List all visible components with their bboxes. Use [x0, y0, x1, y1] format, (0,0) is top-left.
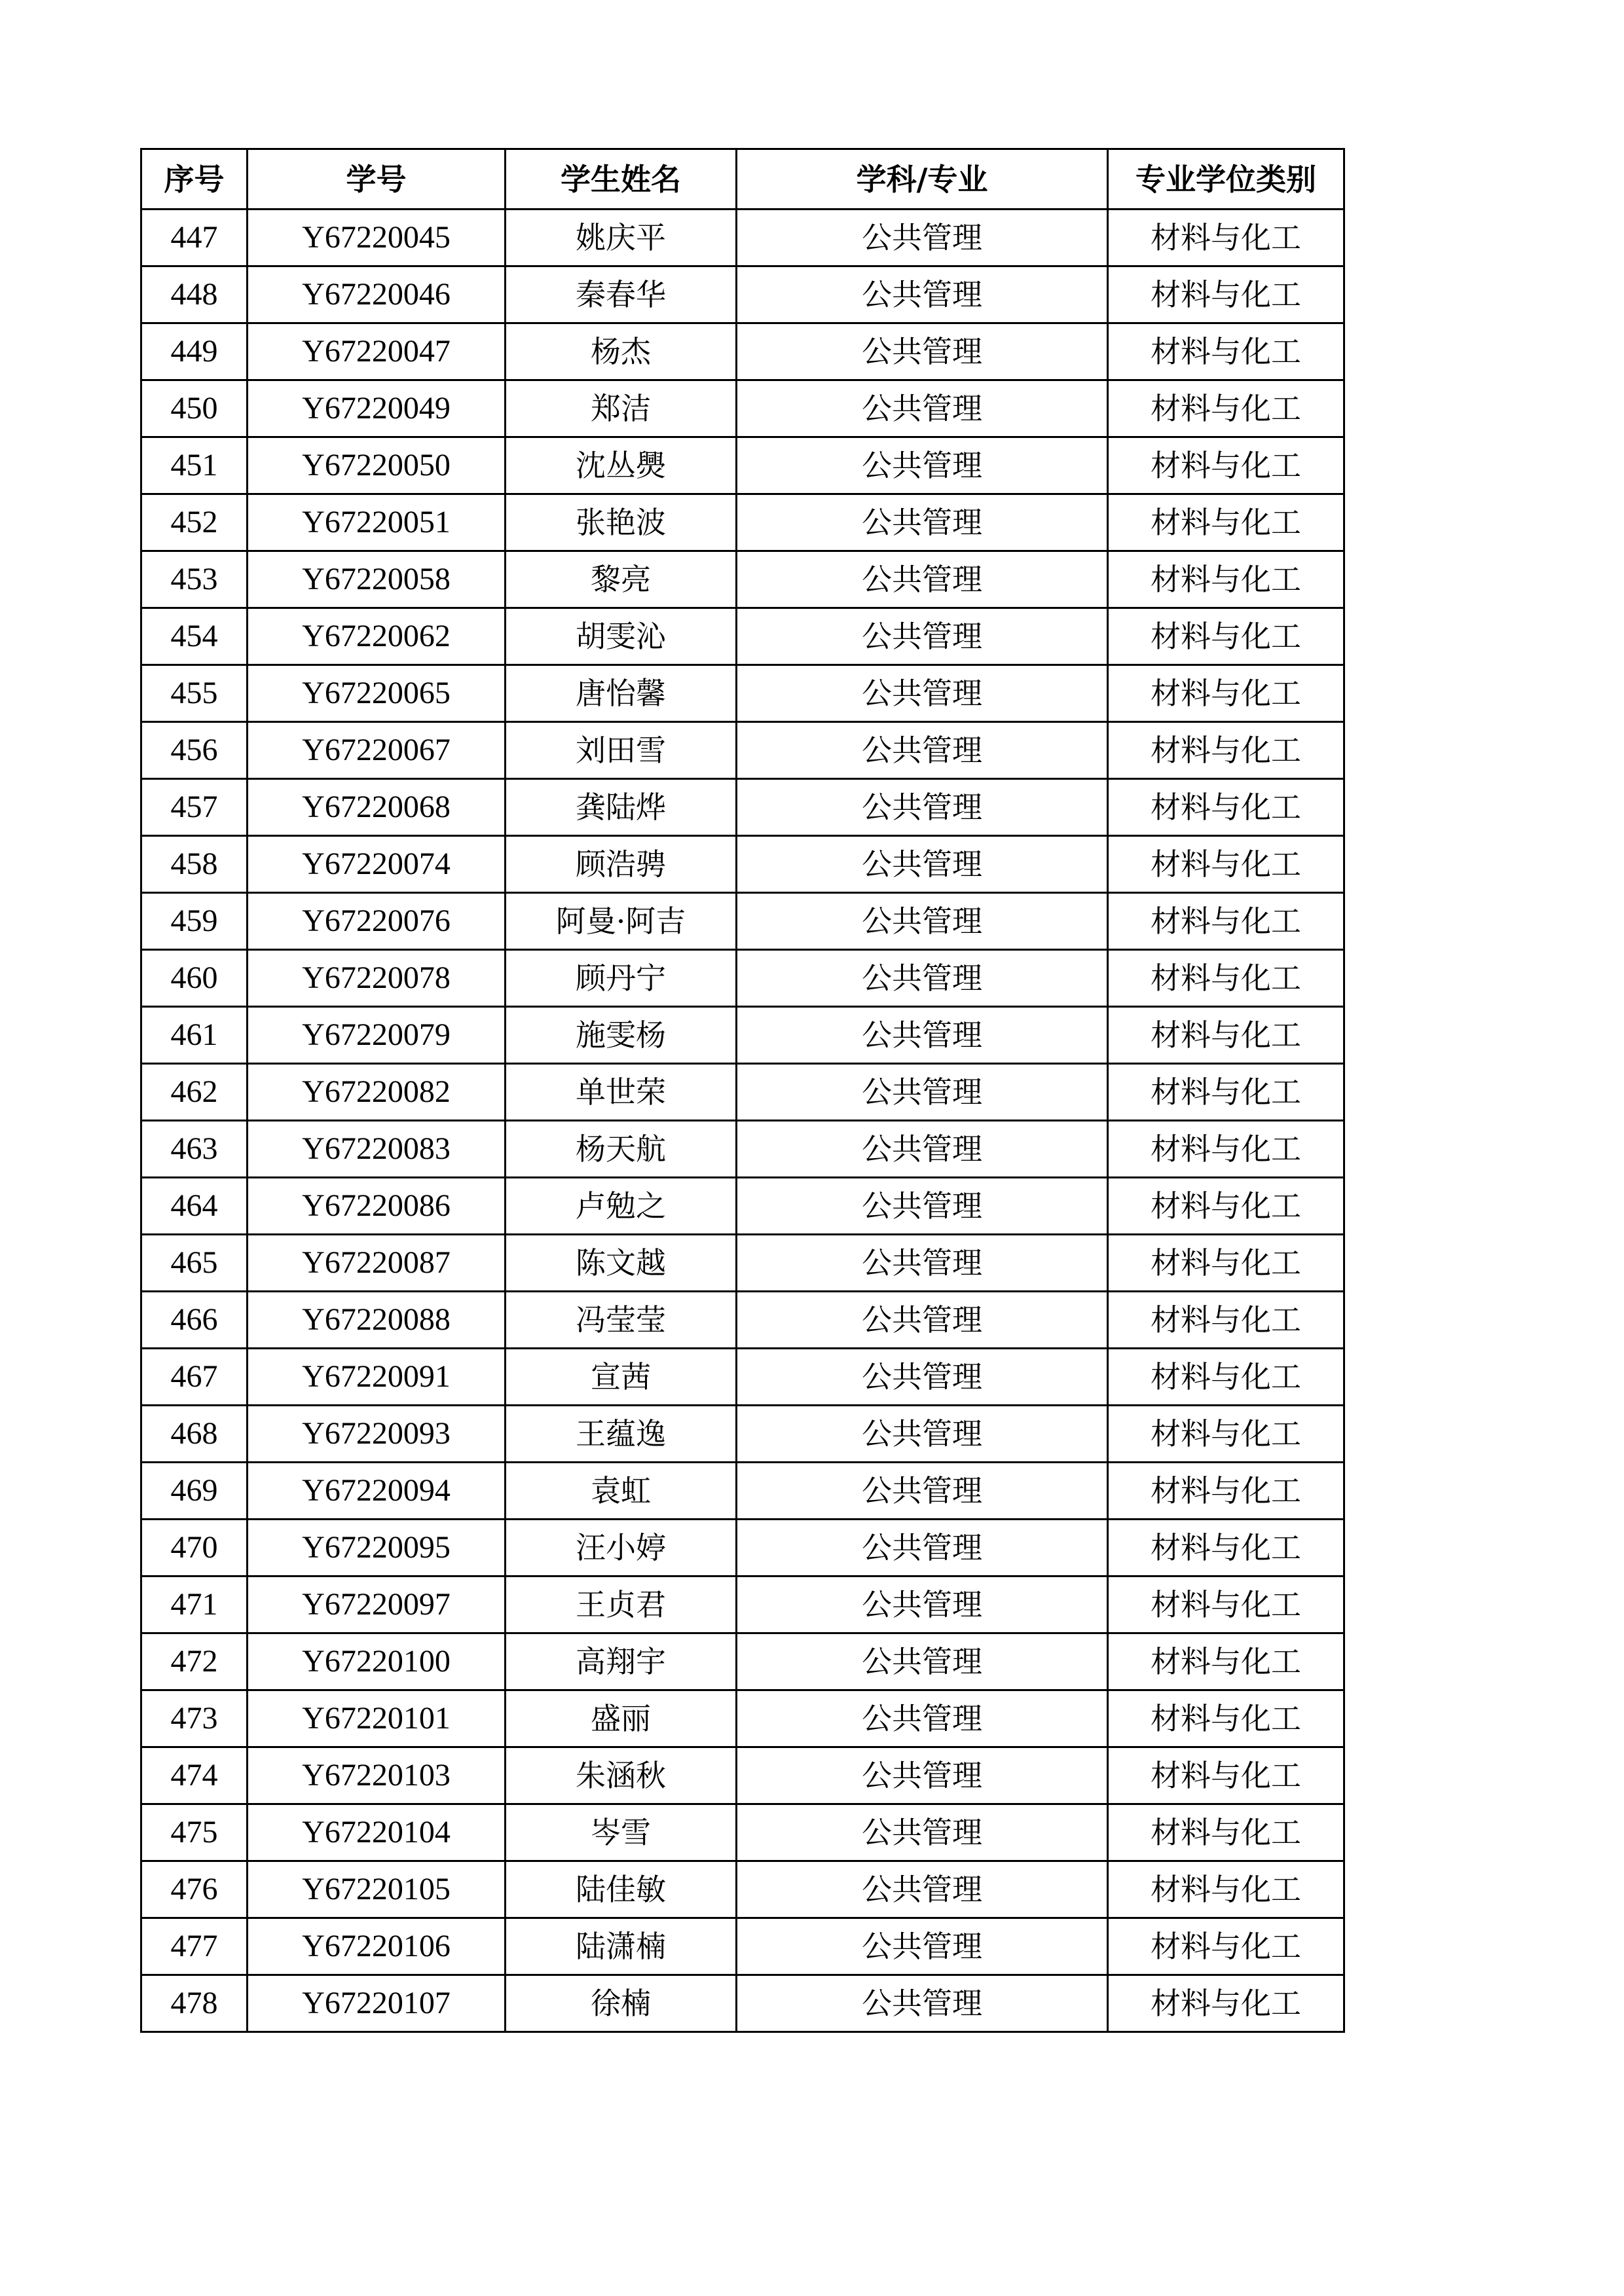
serial-number-cell: 476 [141, 1861, 248, 1918]
student-id-cell: Y67220093 [248, 1406, 506, 1463]
student-name-cell: 盛丽 [506, 1690, 737, 1747]
student-id-cell: Y67220046 [248, 266, 506, 323]
degree-category-cell: 材料与化工 [1108, 266, 1344, 323]
discipline-major-cell: 公共管理 [737, 1633, 1108, 1690]
discipline-major-cell: 公共管理 [737, 323, 1108, 380]
table-row [141, 1235, 1344, 1292]
discipline-major-cell: 公共管理 [737, 1178, 1108, 1235]
student-id-cell: Y67220065 [248, 665, 506, 722]
student-name-cell: 姚庆平 [506, 210, 737, 266]
serial-number-cell: 467 [141, 1349, 248, 1406]
student-id-cell: Y67220078 [248, 950, 506, 1007]
serial-number-cell: 462 [141, 1064, 248, 1121]
discipline-major-cell: 公共管理 [737, 1576, 1108, 1633]
student-name-cell: 沈丛爂 [506, 437, 737, 494]
student-id-cell: Y67220067 [248, 722, 506, 779]
discipline-major-cell: 公共管理 [737, 1747, 1108, 1804]
degree-category-cell: 材料与化工 [1108, 1576, 1344, 1633]
student-id-cell: Y67220058 [248, 551, 506, 608]
table-row [141, 950, 1344, 1007]
serial-number-cell: 451 [141, 437, 248, 494]
degree-category-cell: 材料与化工 [1108, 323, 1344, 380]
student-name-cell: 卢勉之 [506, 1178, 737, 1235]
serial-number-cell: 468 [141, 1406, 248, 1463]
serial-number-cell: 464 [141, 1178, 248, 1235]
degree-category-cell: 材料与化工 [1108, 494, 1344, 551]
student-id-cell: Y67220104 [248, 1804, 506, 1861]
degree-category-cell: 材料与化工 [1108, 722, 1344, 779]
table-row [141, 608, 1344, 665]
discipline-major-cell: 公共管理 [737, 1918, 1108, 1975]
table-row [141, 1121, 1344, 1178]
degree-category-cell: 材料与化工 [1108, 1633, 1344, 1690]
table-row [141, 1918, 1344, 1975]
degree-category-cell: 材料与化工 [1108, 665, 1344, 722]
serial-number-cell: 469 [141, 1463, 248, 1520]
student-id-cell: Y67220100 [248, 1633, 506, 1690]
discipline-major-cell: 公共管理 [737, 1690, 1108, 1747]
student-name-cell: 冯莹莹 [506, 1292, 737, 1349]
discipline-major-cell: 公共管理 [737, 950, 1108, 1007]
serial-number-cell: 465 [141, 1235, 248, 1292]
degree-category-cell: 材料与化工 [1108, 1349, 1344, 1406]
table-row [141, 1007, 1344, 1064]
student-id-cell: Y67220076 [248, 893, 506, 950]
student-name-cell: 陆佳敏 [506, 1861, 737, 1918]
student-id-cell: Y67220051 [248, 494, 506, 551]
table-row [141, 893, 1344, 950]
table-row [141, 380, 1344, 437]
discipline-major-cell: 公共管理 [737, 1406, 1108, 1463]
degree-category-cell: 材料与化工 [1108, 1121, 1344, 1178]
student-name-cell: 朱涵秋 [506, 1747, 737, 1804]
student-id-cell: Y67220062 [248, 608, 506, 665]
discipline-major-cell: 公共管理 [737, 551, 1108, 608]
student-name-cell: 王蕴逸 [506, 1406, 737, 1463]
table-body [141, 210, 1344, 2032]
student-id-cell: Y67220049 [248, 380, 506, 437]
table-row [141, 494, 1344, 551]
serial-number-cell: 459 [141, 893, 248, 950]
student-name-cell: 顾丹宁 [506, 950, 737, 1007]
student-name-cell: 岑雪 [506, 1804, 737, 1861]
discipline-major-cell: 公共管理 [737, 1804, 1108, 1861]
table-row [141, 1633, 1344, 1690]
student-name-cell: 张艳波 [506, 494, 737, 551]
student-name-cell: 龚陆烨 [506, 779, 737, 836]
serial-number-cell: 463 [141, 1121, 248, 1178]
header-discipline-major: 学科/专业 [737, 149, 1108, 210]
header-row [141, 149, 1344, 210]
degree-category-cell: 材料与化工 [1108, 893, 1344, 950]
degree-category-cell: 材料与化工 [1108, 1747, 1344, 1804]
serial-number-cell: 457 [141, 779, 248, 836]
student-name-cell: 王贞君 [506, 1576, 737, 1633]
student-name-cell: 徐楠 [506, 1975, 737, 2032]
table-row [141, 1975, 1344, 2032]
student-id-cell: Y67220088 [248, 1292, 506, 1349]
degree-category-cell: 材料与化工 [1108, 1690, 1344, 1747]
degree-category-cell: 材料与化工 [1108, 1406, 1344, 1463]
discipline-major-cell: 公共管理 [737, 380, 1108, 437]
table-row [141, 437, 1344, 494]
serial-number-cell: 452 [141, 494, 248, 551]
header-student-name: 学生姓名 [506, 149, 737, 210]
student-name-cell: 黎亮 [506, 551, 737, 608]
discipline-major-cell: 公共管理 [737, 210, 1108, 266]
student-id-cell: Y67220074 [248, 836, 506, 893]
degree-category-cell: 材料与化工 [1108, 1007, 1344, 1064]
student-id-cell: Y67220079 [248, 1007, 506, 1064]
serial-number-cell: 453 [141, 551, 248, 608]
student-id-cell: Y67220045 [248, 210, 506, 266]
student-id-cell: Y67220047 [248, 323, 506, 380]
serial-number-cell: 460 [141, 950, 248, 1007]
degree-category-cell: 材料与化工 [1108, 608, 1344, 665]
serial-number-cell: 456 [141, 722, 248, 779]
table-row [141, 1747, 1344, 1804]
header-student-id: 学号 [248, 149, 506, 210]
discipline-major-cell: 公共管理 [737, 1064, 1108, 1121]
discipline-major-cell: 公共管理 [737, 893, 1108, 950]
table-row [141, 836, 1344, 893]
degree-category-cell: 材料与化工 [1108, 1178, 1344, 1235]
discipline-major-cell: 公共管理 [737, 266, 1108, 323]
student-name-cell: 胡雯沁 [506, 608, 737, 665]
student-id-cell: Y67220097 [248, 1576, 506, 1633]
serial-number-cell: 470 [141, 1520, 248, 1576]
degree-category-cell: 材料与化工 [1108, 551, 1344, 608]
table-row [141, 210, 1344, 266]
serial-number-cell: 458 [141, 836, 248, 893]
discipline-major-cell: 公共管理 [737, 1463, 1108, 1520]
table-row [141, 1576, 1344, 1633]
table-row [141, 1804, 1344, 1861]
student-id-cell: Y67220086 [248, 1178, 506, 1235]
table-header [141, 149, 1344, 210]
student-name-cell: 唐怡馨 [506, 665, 737, 722]
table-row [141, 779, 1344, 836]
serial-number-cell: 471 [141, 1576, 248, 1633]
header-serial-number: 序号 [141, 149, 248, 210]
serial-number-cell: 448 [141, 266, 248, 323]
discipline-major-cell: 公共管理 [737, 437, 1108, 494]
degree-category-cell: 材料与化工 [1108, 1520, 1344, 1576]
table-row [141, 1178, 1344, 1235]
student-id-cell: Y67220068 [248, 779, 506, 836]
serial-number-cell: 449 [141, 323, 248, 380]
student-id-cell: Y67220050 [248, 437, 506, 494]
student-id-cell: Y67220106 [248, 1918, 506, 1975]
student-name-cell: 陈文越 [506, 1235, 737, 1292]
table-row [141, 1349, 1344, 1406]
discipline-major-cell: 公共管理 [737, 665, 1108, 722]
serial-number-cell: 475 [141, 1804, 248, 1861]
student-id-cell: Y67220105 [248, 1861, 506, 1918]
degree-category-cell: 材料与化工 [1108, 836, 1344, 893]
degree-category-cell: 材料与化工 [1108, 950, 1344, 1007]
student-name-cell: 宣茜 [506, 1349, 737, 1406]
student-id-cell: Y67220094 [248, 1463, 506, 1520]
degree-category-cell: 材料与化工 [1108, 1064, 1344, 1121]
header-degree-category: 专业学位类别 [1108, 149, 1344, 210]
discipline-major-cell: 公共管理 [737, 1007, 1108, 1064]
serial-number-cell: 477 [141, 1918, 248, 1975]
student-name-cell: 顾浩骋 [506, 836, 737, 893]
serial-number-cell: 447 [141, 210, 248, 266]
degree-category-cell: 材料与化工 [1108, 380, 1344, 437]
student-id-cell: Y67220087 [248, 1235, 506, 1292]
table-row [141, 1690, 1344, 1747]
table-row [141, 1064, 1344, 1121]
discipline-major-cell: 公共管理 [737, 1520, 1108, 1576]
student-name-cell: 秦春华 [506, 266, 737, 323]
degree-category-cell: 材料与化工 [1108, 437, 1344, 494]
student-id-cell: Y67220103 [248, 1747, 506, 1804]
table-row [141, 722, 1344, 779]
discipline-major-cell: 公共管理 [737, 1121, 1108, 1178]
degree-category-cell: 材料与化工 [1108, 1975, 1344, 2032]
degree-category-cell: 材料与化工 [1108, 1804, 1344, 1861]
discipline-major-cell: 公共管理 [737, 1292, 1108, 1349]
student-id-cell: Y67220107 [248, 1975, 506, 2032]
discipline-major-cell: 公共管理 [737, 836, 1108, 893]
discipline-major-cell: 公共管理 [737, 722, 1108, 779]
student-name-cell: 杨杰 [506, 323, 737, 380]
student-name-cell: 袁虹 [506, 1463, 737, 1520]
student-name-cell: 汪小婷 [506, 1520, 737, 1576]
table-row [141, 1463, 1344, 1520]
student-id-cell: Y67220082 [248, 1064, 506, 1121]
student-name-cell: 刘田雪 [506, 722, 737, 779]
serial-number-cell: 454 [141, 608, 248, 665]
degree-category-cell: 材料与化工 [1108, 1463, 1344, 1520]
student-id-cell: Y67220101 [248, 1690, 506, 1747]
table-row [141, 266, 1344, 323]
degree-category-cell: 材料与化工 [1108, 210, 1344, 266]
table-row [141, 1520, 1344, 1576]
degree-category-cell: 材料与化工 [1108, 1235, 1344, 1292]
degree-category-cell: 材料与化工 [1108, 1861, 1344, 1918]
degree-category-cell: 材料与化工 [1108, 1918, 1344, 1975]
serial-number-cell: 473 [141, 1690, 248, 1747]
serial-number-cell: 478 [141, 1975, 248, 2032]
student-name-cell: 陆潇楠 [506, 1918, 737, 1975]
serial-number-cell: 455 [141, 665, 248, 722]
discipline-major-cell: 公共管理 [737, 1975, 1108, 2032]
serial-number-cell: 450 [141, 380, 248, 437]
student-id-cell: Y67220095 [248, 1520, 506, 1576]
discipline-major-cell: 公共管理 [737, 1235, 1108, 1292]
table-row [141, 323, 1344, 380]
student-list-table [140, 148, 1345, 2033]
serial-number-cell: 472 [141, 1633, 248, 1690]
serial-number-cell: 461 [141, 1007, 248, 1064]
serial-number-cell: 466 [141, 1292, 248, 1349]
table-row [141, 665, 1344, 722]
student-name-cell: 单世荣 [506, 1064, 737, 1121]
serial-number-cell: 474 [141, 1747, 248, 1804]
degree-category-cell: 材料与化工 [1108, 1292, 1344, 1349]
student-id-cell: Y67220083 [248, 1121, 506, 1178]
student-name-cell: 郑洁 [506, 380, 737, 437]
student-name-cell: 阿曼·阿吉 [506, 893, 737, 950]
discipline-major-cell: 公共管理 [737, 608, 1108, 665]
discipline-major-cell: 公共管理 [737, 779, 1108, 836]
student-name-cell: 杨天航 [506, 1121, 737, 1178]
table-row [141, 1861, 1344, 1918]
student-name-cell: 高翔宇 [506, 1633, 737, 1690]
discipline-major-cell: 公共管理 [737, 1349, 1108, 1406]
degree-category-cell: 材料与化工 [1108, 779, 1344, 836]
student-id-cell: Y67220091 [248, 1349, 506, 1406]
table-row [141, 1406, 1344, 1463]
student-name-cell: 施雯杨 [506, 1007, 737, 1064]
discipline-major-cell: 公共管理 [737, 494, 1108, 551]
table-row [141, 1292, 1344, 1349]
table-row [141, 551, 1344, 608]
discipline-major-cell: 公共管理 [737, 1861, 1108, 1918]
